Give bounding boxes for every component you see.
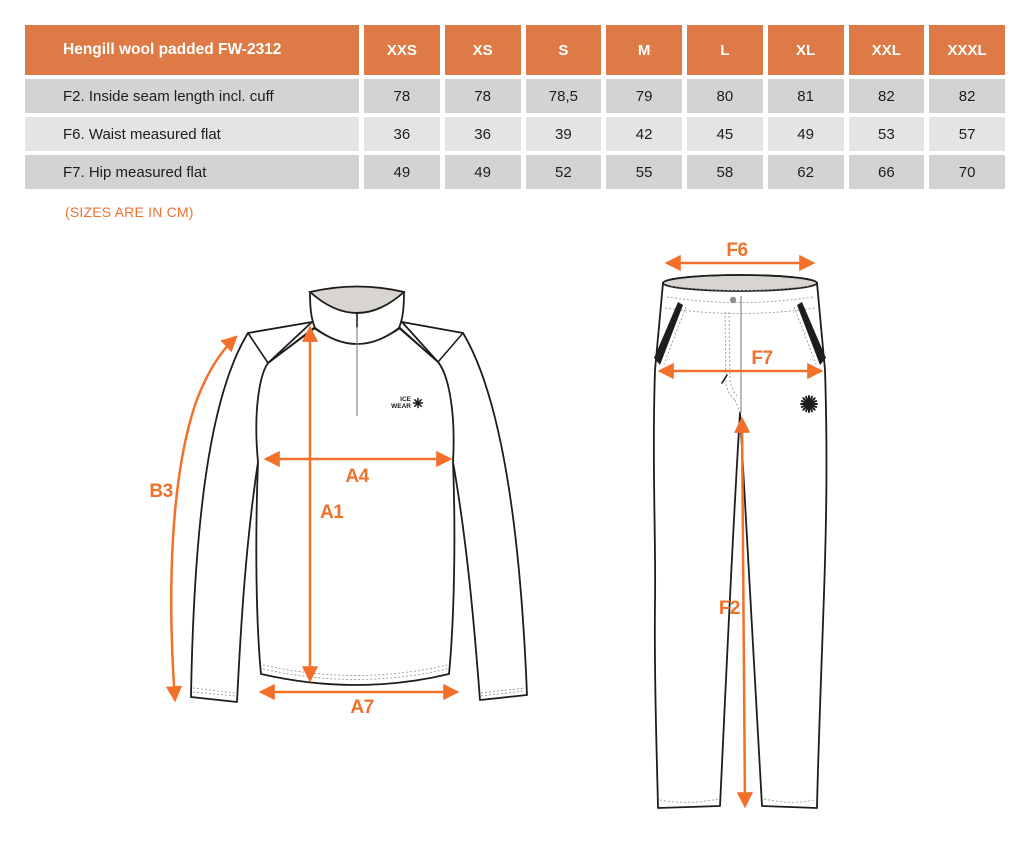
logo-text-line2: WEAR	[391, 403, 411, 410]
size-column-header: XXS	[364, 25, 440, 75]
arrow-label-f7: F7	[751, 348, 773, 369]
units-note: (SIZES ARE IN CM)	[65, 204, 194, 220]
snowflake-icon	[414, 399, 423, 408]
size-value-cell: 66	[849, 155, 925, 189]
size-value-cell: 39	[526, 117, 602, 151]
size-value-cell: 81	[768, 79, 844, 113]
waist-button	[730, 297, 736, 303]
size-column-header: XS	[445, 25, 521, 75]
size-value-cell: 70	[929, 155, 1005, 189]
size-column-header: M	[606, 25, 682, 75]
size-value-cell: 57	[929, 117, 1005, 151]
size-column-header: S	[526, 25, 602, 75]
size-column-header: L	[687, 25, 763, 75]
size-value-cell: 78	[364, 79, 440, 113]
size-value-cell: 79	[606, 79, 682, 113]
size-column-header: XXL	[849, 25, 925, 75]
measurement-label: F7. Hip measured flat	[25, 155, 359, 189]
size-value-cell: 78,5	[526, 79, 602, 113]
size-value-cell: 52	[526, 155, 602, 189]
sweater-diagram	[140, 250, 570, 720]
size-value-cell: 49	[364, 155, 440, 189]
size-value-cell: 45	[687, 117, 763, 151]
measurement-label: F6. Waist measured flat	[25, 117, 359, 151]
size-value-cell: 49	[768, 117, 844, 151]
arrow-label-b3: B3	[149, 481, 173, 502]
arrow-label-a1: A1	[320, 502, 344, 523]
size-column-header: XL	[768, 25, 844, 75]
size-value-cell: 42	[606, 117, 682, 151]
pants-diagram	[615, 242, 865, 842]
size-value-cell: 80	[687, 79, 763, 113]
arrow-label-a7: A7	[350, 697, 374, 718]
arrow-label-f6: F6	[726, 240, 748, 261]
size-value-cell: 55	[606, 155, 682, 189]
size-table	[25, 25, 1005, 189]
product-title: Hengill wool padded FW-2312	[25, 25, 359, 75]
pants-body	[654, 283, 827, 808]
size-value-cell: 36	[445, 117, 521, 151]
measurement-label: F2. Inside seam length incl. cuff	[25, 79, 359, 113]
size-value-cell: 36	[364, 117, 440, 151]
size-column-header: XXXL	[929, 25, 1005, 75]
size-value-cell: 53	[849, 117, 925, 151]
size-value-cell: 82	[849, 79, 925, 113]
logo-text-line1: ICE	[400, 396, 411, 403]
size-value-cell: 49	[445, 155, 521, 189]
size-value-cell: 62	[768, 155, 844, 189]
sweater-body	[256, 328, 454, 685]
arrow-label-f2: F2	[718, 598, 740, 619]
size-value-cell: 82	[929, 79, 1005, 113]
arrow-label-a4: A4	[345, 466, 369, 487]
size-value-cell: 78	[445, 79, 521, 113]
size-value-cell: 58	[687, 155, 763, 189]
snowflake-icon	[801, 396, 817, 412]
